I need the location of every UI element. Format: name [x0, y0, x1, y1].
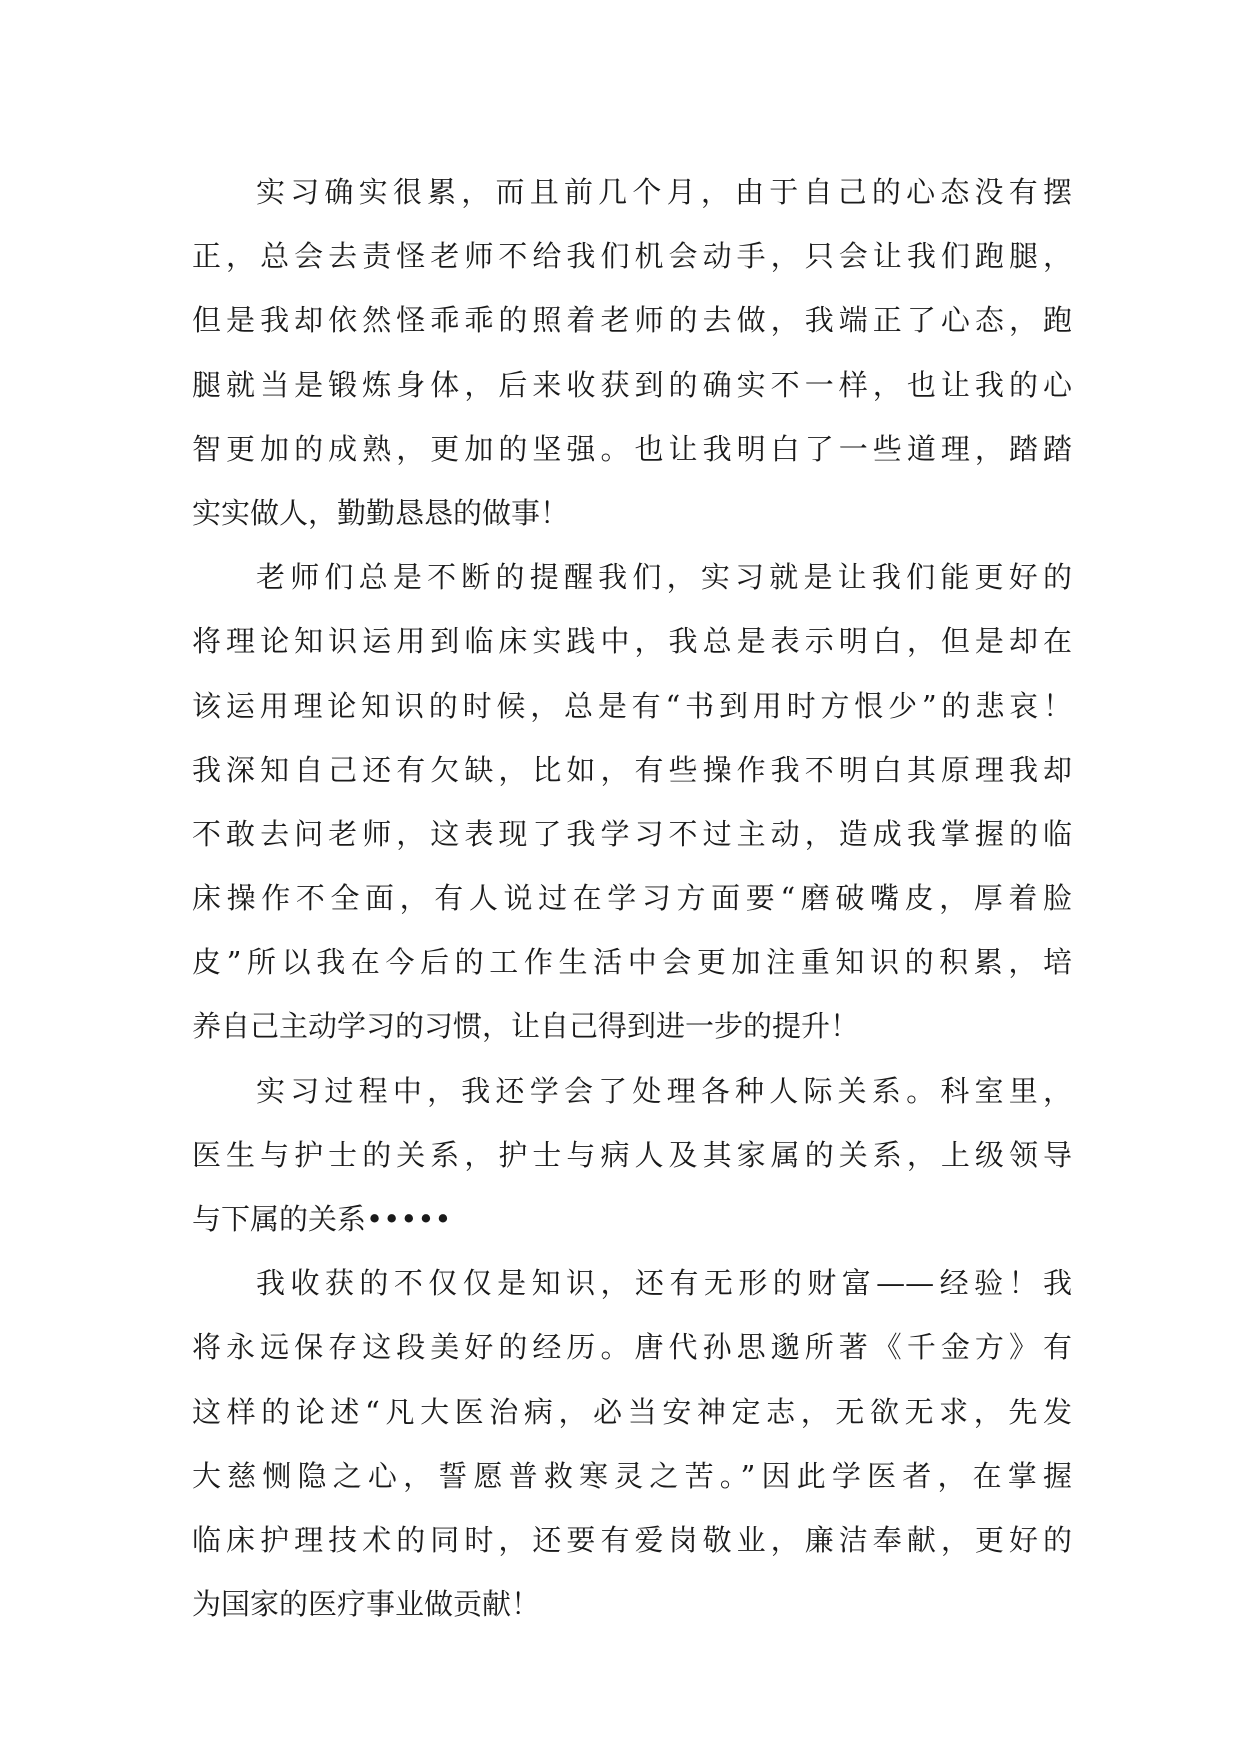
paragraph-line: 将永远保存这段美好的经历。唐代孙思邈所著《千金方》有: [192, 1330, 1072, 1365]
paragraph-line: 将理论知识运用到临床实践中，我总是表示明白，但是却在: [192, 624, 1072, 659]
paragraph-line: 为国家的医疗事业做贡献！: [192, 1587, 541, 1622]
paragraph-line: 实习确实很累，而且前几个月，由于自己的心态没有摆: [256, 175, 1072, 209]
paragraph-line: 智更加的成熟，更加的坚强。也让我明白了一些道理，踏踏: [192, 431, 1072, 466]
paragraph-line: 皮”所以我在今后的工作生活中会更加注重知识的积累，培: [192, 945, 1072, 980]
paragraph-line: 与下属的关系•••••: [192, 1202, 452, 1236]
paragraph-line: 实实做人，勤勤恳恳的做事！: [192, 495, 570, 530]
document-body: [192, 160, 1072, 1636]
paragraph-line: 我深知自己还有欠缺，比如，有些操作我不明白其原理我却: [192, 752, 1072, 787]
paragraph-line: 但是我却依然怪乖乖的照着老师的去做，我端正了心态，跑: [192, 303, 1072, 338]
paragraph-line: 实习过程中，我还学会了处理各种人际关系。科室里，: [256, 1073, 1072, 1108]
paragraph-line: 正，总会去责怪老师不给我们机会动手，只会让我们跑腿，: [192, 239, 1072, 274]
paragraph-line: 这样的论述“凡大医治病，必当安神定志，无欲无求，先发: [192, 1394, 1072, 1429]
paragraph-line: 医生与护士的关系，护士与病人及其家属的关系，上级领导: [192, 1137, 1072, 1172]
paragraph: [192, 545, 1072, 1059]
paragraph-line: 床操作不全面，有人说过在学习方面要“磨破嘴皮，厚着脸: [192, 881, 1072, 916]
paragraph-line: 养自己主动学习的习惯，让自己得到进一步的提升！: [192, 1009, 860, 1044]
paragraph-line: 腿就当是锻炼身体，后来收获到的确实不一样，也让我的心: [192, 367, 1072, 402]
paragraph: [192, 1251, 1072, 1636]
paragraph-line: 我收获的不仅仅是知识，还有无形的财富——经验！我: [256, 1266, 1072, 1301]
paragraph-line: 该运用理论知识的时候，总是有“书到用时方恨少”的悲哀！: [192, 688, 1072, 723]
paragraph: [192, 160, 1072, 545]
paragraph-line: 大慈恻隐之心，誓愿普救寒灵之苦。”因此学医者，在掌握: [192, 1458, 1072, 1493]
paragraph-line: 临床护理技术的同时，还要有爱岗敬业，廉洁奉献，更好的: [192, 1522, 1072, 1557]
paragraph-line: 老师们总是不断的提醒我们，实习就是让我们能更好的: [256, 560, 1072, 595]
paragraph: [192, 1059, 1072, 1252]
paragraph-line: 不敢去问老师，这表现了我学习不过主动，造成我掌握的临: [192, 816, 1072, 851]
